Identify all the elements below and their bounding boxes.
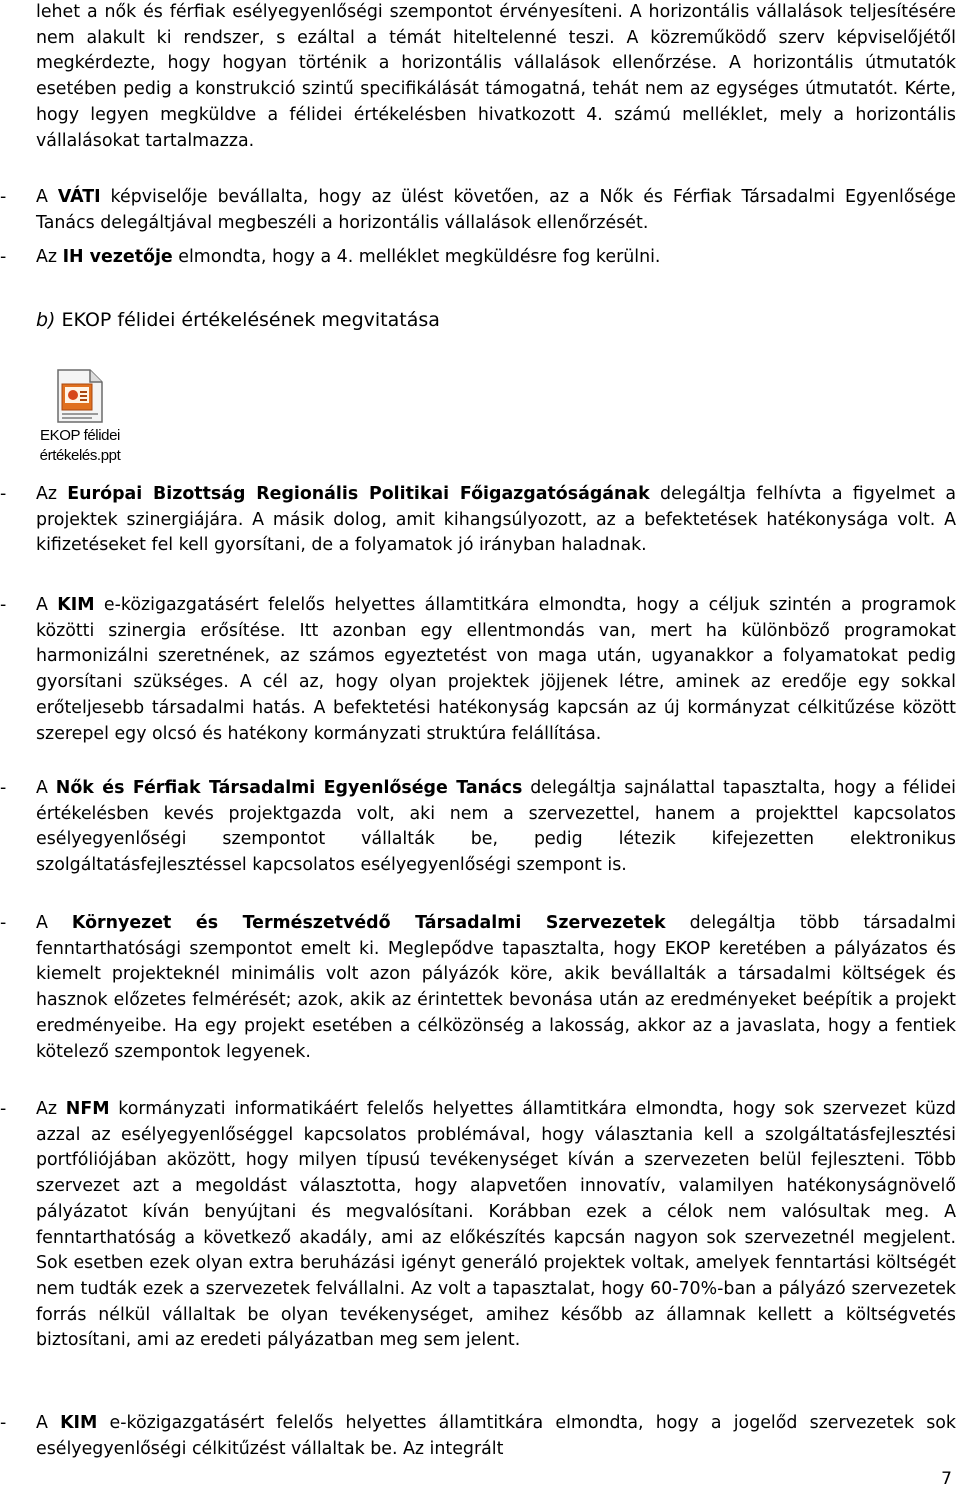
list-item-text: A VÁTI képviselője bevállalta, hogy az ülést követően, az a Nők és Férfiak Társadalmi Egyenlősége Tanács delegáltjával megbeszéli a horizontális vállalások ellenőrzését. <box>36 187 956 233</box>
list-item-text: Az IH vezetője elmondta, hogy a 4. melléklet megküldésre fog kerülni. <box>36 247 661 267</box>
list-item-text: Az NFM kormányzati informatikáért felelős helyettes államtitkára elmondta, hogy sok szervezet küzd azzal az esélyegyenlőséggel kapcsolatos problémával, hogy választania kell a szolgáltatásfejlesztési portfóliójában aközött, hogy milyen típusú tevékenységet kíván a szervezeten belül fejleszteni. Több szervezet azt a megoldást választotta, hogy alapvetően innovatív, valamilyen hatékonyságnövelő pályázatot kíván benyújtani és megvalósítani. Korábban ezek a célok nem valósultak meg. A fenntarthatóság a következő akadály, ami az előkészítés kapcsán nagyon sok szervezetnél megjelent. Sok esetben ezek olyan extra beruházási igényt generáló projektek voltak, amelyek fenntartási költségét nem tudták ezek a szervezetek felvállalni. Az volt a tapasztalat, hogy 60-70%-ban a pályázó szervezetek forrás nélkül vállaltak be olyan tevékenységet, amihez később az államnak kellett a költségvetés biztosítani, ami az eredeti pályázatban meg sem jelent. <box>36 1099 957 1351</box>
powerpoint-file-icon <box>52 368 108 424</box>
bullet-dash: - <box>0 1099 7 1119</box>
bullet-dash: - <box>0 913 7 933</box>
bullet-dash: - <box>0 595 7 615</box>
list-item-text: A Nők és Férfiak Társadalmi Egyenlősége Tanács delegáltja sajnálattal tapasztalta, hogy a félidei értékelésben kevés projektgazda volt, aki nem a szervezettel, hanem a projekttel kapcsolatos esélyegyenlőségi szempontot vállalták be, pedig létezik kifejezetten elektronikus szolgáltatásfejlesztéssel kapcsolatos esélyegyenlőségi szempont is. <box>36 778 956 876</box>
bullet-dash: - <box>0 778 7 798</box>
bullet-dash: - <box>0 1413 7 1433</box>
bullet-dash: - <box>0 187 7 207</box>
attachment-label: EKOP félidei értékelés.ppt <box>39 427 121 464</box>
list-item-text: A KIM e-közigazgatásért felelős helyettes államtitkára elmondta, hogy a céljuk szintén a programok közötti szinergia erősítése. Itt azonban egy ellentmondás van, mert ha különböző programokat harmonizálni szeretnének, az számos egyeztetést von maga után, ugyanakkor a folyamatokat pedig gyorsítani szükséges. A cél az, hogy olyan projektek jöjjenek létre, aminek az eredője egy sokkal erőteljesebb társadalmi hatás. A befektetési hatékonyság kapcsán az új kormányzat célkitűzése között szerepel egy olcsó és hatékony kormányzati struktúra felállítása. <box>36 595 956 744</box>
section-heading <box>36 306 440 334</box>
embedded-attachment[interactable] <box>28 368 148 464</box>
page-number: 7 <box>941 1469 952 1489</box>
list-item-text: Az Európai Bizottság Regionális Politikai Főigazgatóságának delegáltja felhívta a figyelmet a projektek szinergiájára. A másik dolog, amit kihangsúlyozott, az a befektetések hatékonysága volt. A kifizetéseket fel kell gyorsítani, de a folyamatok jó irányban haladnak. <box>36 484 957 556</box>
list-item-text: A Környezet és Természetvédő Társadalmi Szervezetek delegáltja több társadalmi fenntarthatósági szempontot emelt ki. Meglepődve tapasztalta, hogy EKOP keretében a pályázatos és kiemelt projekteknél minimális volt azon pályázók köre, akik bevállalták a társadalmi költségek és hasznok előzetes felmérését; azok, akik az érintettek bevonása után az eredményeket beépítik a projekt eredményeibe. Ha egy projekt esetében a célközönség a lakosság, akkor az a javaslata, hogy a fentiek kötelező szempontok legyenek. <box>36 913 956 1062</box>
bullet-dash: - <box>0 247 7 267</box>
intro-paragraph: lehet a nők és férfiak esélyegyenlőségi szempontot érvényesíteni. A horizontális vállalások teljesítésére nem alakult ki rendszer, s ezáltal a témát hiteltelenné teszi. A közreműködő szerv képviselőjétől megkérdezte, hogy hogyan történik a horizontális vállalások ellenőrzése. A horizontális útmutatók esetében pedig a konstrukció szintű specifikálását támogatná, tehát nem az egységes útmutatót. Kérte, hogy legyen megküldve a félidei értékelésben hivatkozott 4. számú melléklet, mely a horizontális vállalásokat tartalmazza. <box>36 2 956 151</box>
list-item-text: A KIM e-közigazgatásért felelős helyettes államtitkára elmondta, hogy a jogelőd szervezetek sok esélyegyenlőségi célkitűzést vállaltak be. Az integrált <box>36 1413 956 1459</box>
section-title: EKOP félidei értékelésének megvitatása <box>61 309 440 331</box>
bullet-dash: - <box>0 484 7 504</box>
section-letter: b) <box>36 309 56 331</box>
